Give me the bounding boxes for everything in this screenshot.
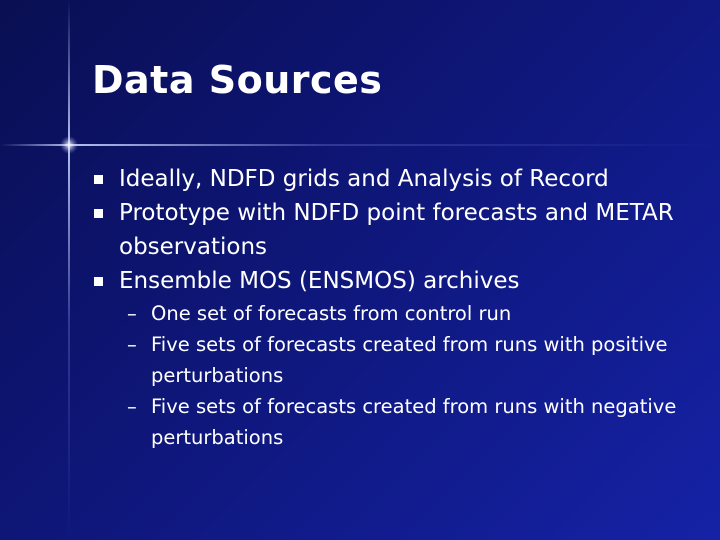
sub-bullet-item [127, 391, 692, 453]
square-bullet-icon [94, 277, 103, 286]
sub-bullet-text: Five sets of forecasts created from runs with positive perturbations [151, 333, 668, 387]
bullet-item [92, 264, 692, 298]
square-bullet-icon [94, 209, 103, 218]
dash-bullet-icon: – [127, 302, 137, 325]
slide-title: Data Sources [92, 58, 383, 102]
sub-bullet-item [127, 298, 692, 329]
slide-body [92, 162, 692, 453]
bullet-item [92, 196, 692, 264]
bullet-item [92, 162, 692, 196]
bullet-text: Prototype with NDFD point forecasts and METAR observations [119, 200, 674, 260]
sub-bullet-item [127, 329, 692, 391]
square-bullet-icon [94, 175, 103, 184]
dash-bullet-icon: – [127, 395, 137, 418]
dash-bullet-icon: – [127, 333, 137, 356]
vertical-light-streak [68, 0, 70, 540]
bullet-text: Ideally, NDFD grids and Analysis of Record [119, 166, 609, 192]
sparkle-icon [60, 136, 78, 154]
sub-bullet-text: One set of forecasts from control run [151, 302, 512, 325]
sub-bullet-list [127, 298, 692, 453]
sub-bullet-text: Five sets of forecasts created from runs with negative perturbations [151, 395, 677, 449]
horizontal-light-streak [0, 144, 720, 146]
bullet-text: Ensemble MOS (ENSMOS) archives [119, 268, 520, 294]
